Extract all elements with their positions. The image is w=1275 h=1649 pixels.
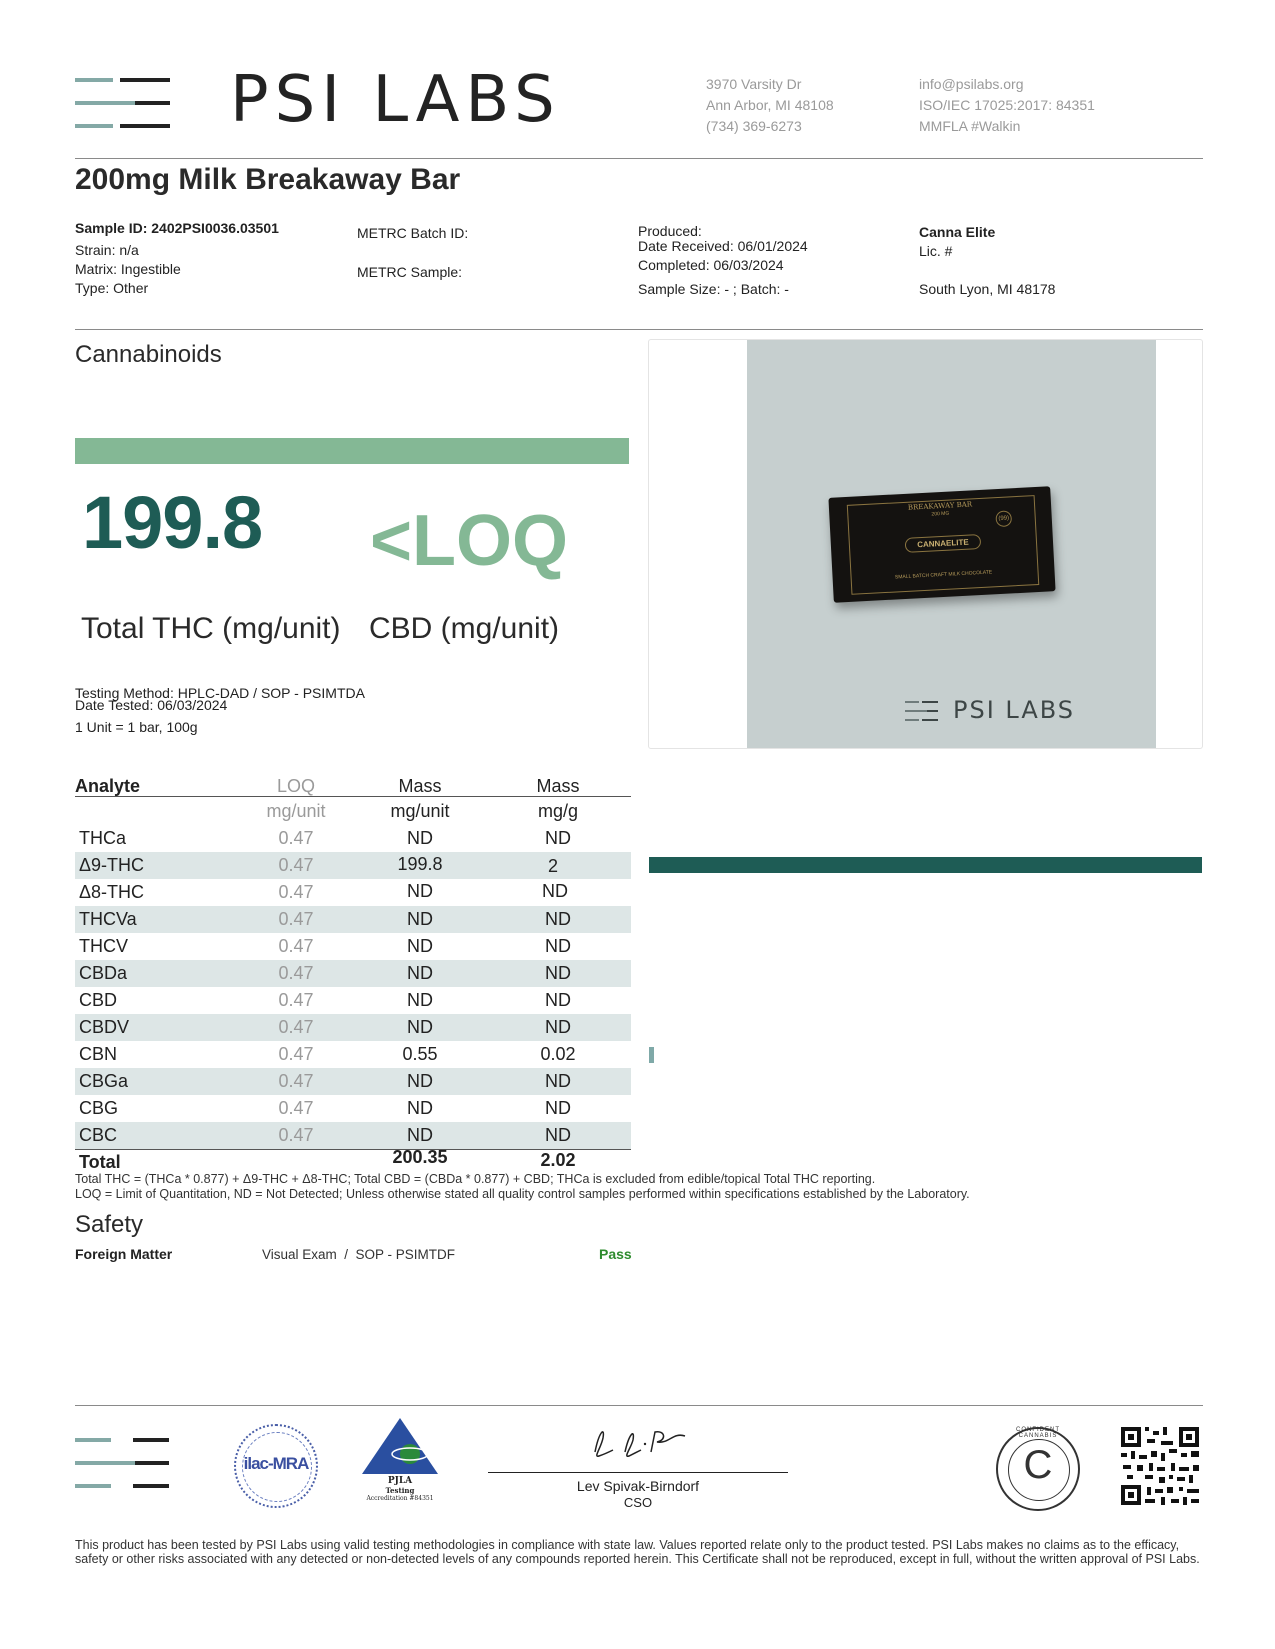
qr-code-icon [1119, 1425, 1201, 1507]
table-row [75, 1041, 631, 1068]
mass-g-value: ND [545, 963, 571, 983]
address-line: 3970 Varsity Dr [706, 76, 802, 92]
mass-unit-value: ND [407, 1017, 433, 1037]
loq-value: 0.47 [278, 909, 314, 929]
mass-unit-value: ND [407, 1071, 433, 1091]
mass-g-value: ND [545, 828, 571, 848]
disclaimer: This product has been tested by PSI Labs using valid testing methodologies in compliance with state law. Values reported relate only to the product tested. PSI Labs makes no claims as to the efficacy, safety or other risks associated with any detected or non-detected levels of any compounds reported herein. This Certificate shall not be reproduced, except in full, without the written approval of PSI Labs. [75, 1538, 1200, 1566]
mass-unit-value: ND [407, 828, 433, 848]
cannabinoid-bar-chart [649, 825, 1202, 1149]
mass-unit-value: ND [407, 1125, 433, 1145]
testing-method: Testing Method: HPLC-DAD / SOP - PSIMTDA [75, 685, 365, 701]
loq-value: 0.47 [278, 1098, 314, 1118]
total-mass-g: 2.02 [540, 1150, 576, 1170]
loq-value: 0.47 [278, 1071, 314, 1091]
analyte-name: CBD [79, 990, 118, 1010]
col-analyte: Analyte [75, 776, 141, 796]
mass-g-value: ND [545, 909, 571, 929]
cbd-value: <LOQ [370, 501, 569, 581]
loq-value: 0.47 [278, 936, 314, 956]
ilac-text: ilac-MRA [243, 1454, 309, 1473]
mass-g-value: ND [542, 881, 568, 901]
seal-text: CONFIDENT CANNABIS [1016, 1427, 1060, 1439]
metrc-batch: METRC Batch ID: [357, 225, 469, 241]
lab-contact [919, 74, 1095, 137]
summary-bar [75, 438, 629, 464]
pjla-accreditation: Accreditation #84351 [366, 1495, 434, 1502]
table-row [75, 987, 631, 1014]
pack-dose: 200 MG [931, 510, 950, 518]
divider [75, 158, 1203, 159]
safety-result: Pass [599, 1246, 632, 1262]
pack-title: BREAKAWAY BAR [907, 500, 973, 512]
phone: (734) 369-6273 [706, 118, 802, 134]
table-row [75, 1095, 631, 1122]
mass-unit-value: ND [407, 909, 433, 929]
formula-note: Total THC = (THCa * 0.877) + Δ9-THC + Δ8-THC; Total CBD = (CBDa * 0.877) + CBD; THCa is excluded from edible/topical Total THC reporting. [75, 1172, 876, 1186]
mass-g-value: ND [545, 1098, 571, 1118]
analyte-name: Δ8-THC [79, 882, 145, 902]
address-line: Ann Arbor, MI 48108 [706, 97, 834, 113]
product-title: 200mg Milk Breakaway Bar [75, 163, 461, 196]
chocolate-bar-package [828, 486, 1055, 602]
date-received: Date Received: 06/01/2024 [638, 238, 808, 254]
signer-title: CSO [623, 1495, 653, 1510]
pack-badge: (99) [995, 510, 1012, 527]
email: info@psilabs.org [919, 76, 1024, 92]
testing-method-block [75, 687, 365, 735]
col-loq: LOQ [276, 776, 315, 796]
pjla-triangle-icon [360, 1416, 440, 1476]
analyte-name: THCa [79, 828, 127, 848]
client-location: South Lyon, MI 48178 [919, 281, 1056, 297]
client-info [919, 223, 1055, 299]
signature [585, 1422, 695, 1466]
mass-g-value: ND [545, 1125, 571, 1145]
pack-description: SMALL BATCH CRAFT MILK CHOCOLATE [894, 569, 993, 581]
loq-note: LOQ = Limit of Quantitation, ND = Not Detected; Unless otherwise stated all quality control samples performed within specifications established by the Laboratory. [75, 1187, 970, 1201]
mass-unit-value: ND [407, 1098, 433, 1118]
mass-unit-value: ND [407, 936, 433, 956]
table-row [75, 852, 631, 879]
client-name: Canna Elite [919, 224, 996, 240]
mass-g-value: ND [545, 936, 571, 956]
loq-value: 0.47 [278, 1125, 314, 1145]
brand-name: PSI LABS [230, 63, 561, 137]
metrc-sample: METRC Sample: [357, 264, 463, 280]
table-row [75, 933, 631, 960]
watermark-logo [905, 696, 1125, 724]
signer-name: Lev Spivak-Birndorf [576, 1478, 700, 1494]
formula-notes [75, 1172, 1205, 1202]
mass-g-value: 0.02 [540, 1044, 576, 1064]
mass-g-value: ND [545, 990, 571, 1010]
loq-value: 0.47 [278, 828, 314, 848]
analyte-name: THCVa [79, 909, 137, 929]
watermark-text: PSI LABS [953, 696, 1076, 724]
product-photo [747, 340, 1156, 748]
product-photo-frame [648, 339, 1203, 749]
pjla-sub: Testing [385, 1486, 415, 1495]
analyte-name: CBG [79, 1098, 119, 1118]
loq-value: 0.47 [278, 963, 314, 983]
analyte-name: CBN [79, 1044, 118, 1064]
confident-cannabis-seal [996, 1427, 1080, 1511]
cbd-label: CBD (mg/unit) [369, 612, 560, 645]
analyte-name: CBDa [79, 963, 128, 983]
total-thc-label: Total THC (mg/unit) [81, 612, 341, 645]
sample-info [75, 219, 279, 298]
unit-mass: mg/unit [390, 801, 450, 821]
seal-letter-icon: C [1023, 1443, 1053, 1487]
safety-test: Foreign Matter [75, 1246, 173, 1262]
total-thc-value: 199.8 [82, 481, 263, 564]
safety-heading: Safety [75, 1211, 144, 1238]
pack-brand: CANNAELITE [905, 534, 982, 553]
mass-unit-value: ND [407, 881, 433, 901]
table-row [75, 1122, 631, 1149]
client-license: Lic. # [919, 243, 953, 259]
bar-d9-thc [649, 857, 1202, 873]
analyte-name: CBDV [79, 1017, 130, 1037]
mass-g-value: ND [545, 1017, 571, 1037]
table-row [75, 960, 631, 987]
mass-g-value: 2 [547, 856, 558, 876]
table-row [75, 879, 631, 906]
analyte-name: CBGa [79, 1071, 129, 1091]
mass-g-value: ND [545, 1071, 571, 1091]
loq-value: 0.47 [278, 990, 314, 1010]
table-row [75, 1014, 631, 1041]
sample-id: Sample ID: 2402PSI0036.03501 [75, 220, 279, 236]
license: MMFLA #Walkin [919, 118, 1021, 134]
accreditation: ISO/IEC 17025:2017: 84351 [919, 97, 1095, 113]
sample-size: Sample Size: - ; Batch: - [638, 281, 789, 297]
unit-loq: mg/unit [266, 801, 326, 821]
total-mass-unit: 200.35 [392, 1147, 448, 1167]
cannabinoids-heading: Cannabinoids [75, 341, 222, 368]
table-row [75, 825, 631, 852]
psi-logo-mark [75, 78, 195, 128]
loq-value: 0.47 [278, 855, 314, 875]
strain: Strain: n/a [75, 242, 139, 258]
matrix: Matrix: Ingestible [75, 261, 181, 277]
unit-definition: 1 Unit = 1 bar, 100g [75, 719, 198, 735]
divider [75, 1405, 1203, 1406]
signature-line [488, 1472, 788, 1473]
pjla-name: PJLA [387, 1476, 413, 1486]
completed: Completed: 06/03/2024 [638, 257, 784, 273]
dates [638, 224, 808, 298]
loq-value: 0.47 [278, 1017, 314, 1037]
table-row [75, 906, 631, 933]
analyte-name: THCV [79, 936, 128, 956]
loq-value: 0.47 [278, 882, 314, 902]
mass-unit-value: ND [407, 963, 433, 983]
table-row [75, 1068, 631, 1095]
total-row [75, 1147, 631, 1172]
date-tested: Date Tested: 06/03/2024 [75, 697, 228, 713]
safety-method: Visual Exam / SOP - PSIMTDF [262, 1247, 456, 1262]
mass-unit-value: 0.55 [402, 1044, 438, 1064]
loq-value: 0.47 [278, 1044, 314, 1064]
ilac-mra-logo [234, 1424, 318, 1508]
bar-cbn [649, 1047, 654, 1063]
produced: Produced: [638, 223, 702, 239]
col-mass-unit: Mass [398, 776, 442, 796]
type: Type: Other [75, 280, 149, 296]
unit-mass-g: mg/g [537, 801, 579, 821]
pjla-logo [360, 1416, 440, 1508]
mass-unit-value: ND [407, 990, 433, 1010]
divider [75, 329, 1203, 330]
lab-address [706, 74, 834, 137]
col-mass-g: Mass [536, 776, 580, 796]
analyte-name: CBC [79, 1125, 118, 1145]
analyte-name: Δ9-THC [79, 855, 145, 875]
mass-unit-value: 199.8 [397, 854, 443, 874]
total-label: Total [79, 1152, 121, 1172]
psi-logo-mark-footer [75, 1438, 195, 1488]
